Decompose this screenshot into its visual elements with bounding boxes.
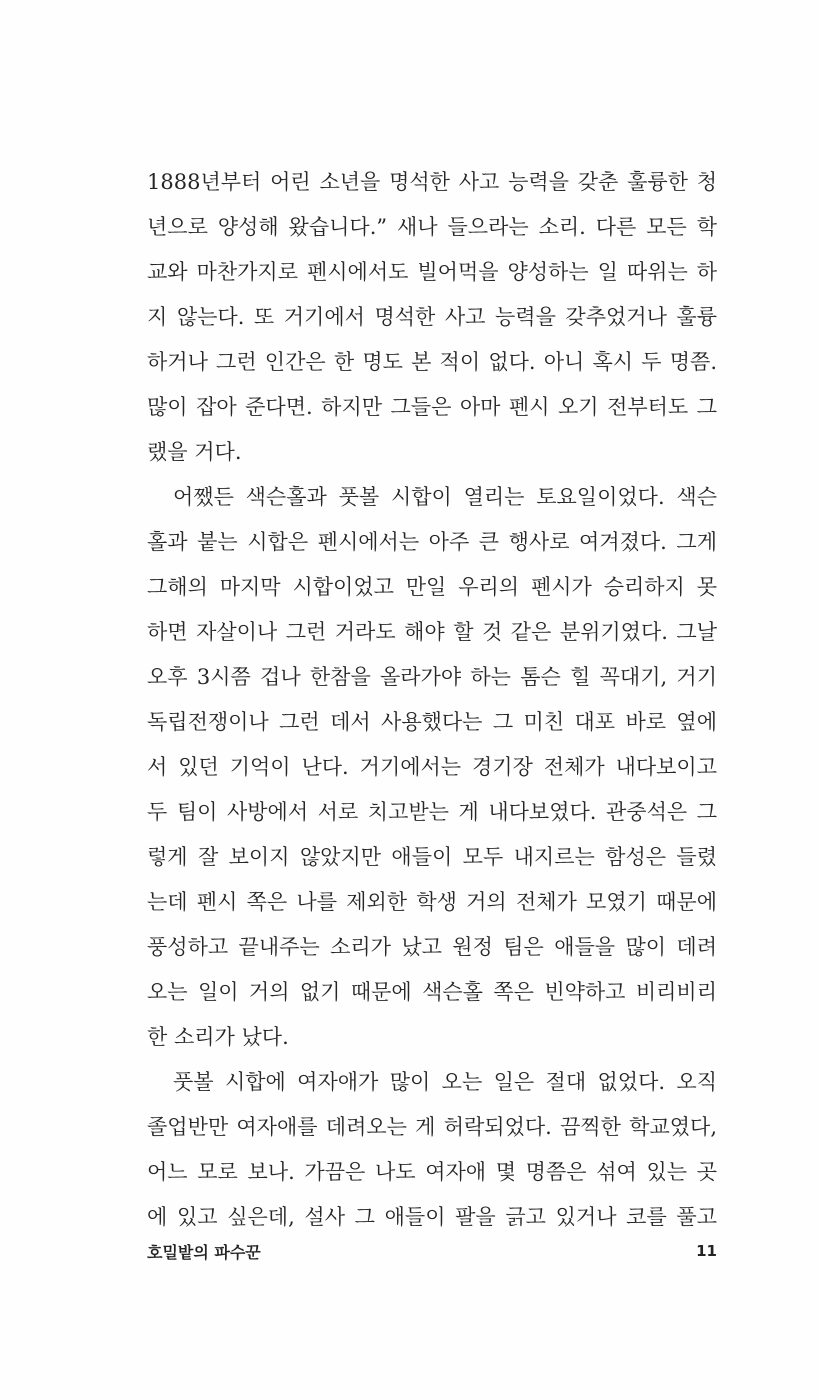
text-line-20: 한 소리가 났다.	[147, 1025, 289, 1049]
text-line-14: 서 있던 기억이 난다. 거기에서는 경기장 전체가 내다보이고	[147, 755, 717, 779]
text-line-11: 하면 자살이나 그런 거라도 해야 할 것 같은 분위기였다. 그날	[147, 620, 717, 644]
text-line-3: 교와 마찬가지로 펜시에서도 빌어먹을 양성하는 일 따위는 하	[147, 260, 717, 284]
footer-book-title: 호밀밭의 파수꾼	[147, 1242, 261, 1262]
text-line-15: 두 팀이 사방에서 서로 치고받는 게 내다보였다. 관중석은 그	[147, 800, 717, 824]
text-line-16: 렇게 잘 보이지 않았지만 애들이 모두 내지르는 함성은 들렸	[147, 845, 717, 869]
text-line-4: 지 않는다. 또 거기에서 명석한 사고 능력을 갖추었거나 훌륭	[147, 305, 717, 329]
text-line-2: 년으로 양성해 왔습니다.” 새나 들으라는 소리. 다른 모든 학	[147, 215, 717, 239]
text-line-24: 에 있고 싶은데, 설사 그 애들이 팔을 긁고 있거나 코를 풀고	[147, 1205, 717, 1229]
text-line-6: 많이 잡아 준다면. 하지만 그들은 아마 펜시 오기 전부터도 그	[147, 395, 717, 419]
text-line-18: 풍성하고 끝내주는 소리가 났고 원정 팀은 애들을 많이 데려	[147, 935, 717, 959]
body-text	[147, 160, 717, 1240]
footer-page-number: 11	[696, 1242, 717, 1260]
text-line-9: 홀과 붙는 시합은 펜시에서는 아주 큰 행사로 여겨졌다. 그게	[147, 530, 717, 554]
text-line-19: 오는 일이 거의 없기 때문에 색슨홀 쪽은 빈약하고 비리비리	[147, 980, 717, 1004]
text-line-12: 오후 3시쯤 겁나 한참을 올라가야 하는 톰슨 힐 꼭대기, 거기	[147, 665, 717, 689]
text-line-1: 1888년부터 어린 소년을 명석한 사고 능력을 갖춘 훌륭한 청	[147, 170, 717, 194]
page-footer	[147, 1238, 717, 1264]
text-line-5: 하거나 그런 인간은 한 명도 본 적이 없다. 아니 혹시 두 명쯤.	[147, 350, 717, 374]
text-line-8: 어쨌든 색슨홀과 풋볼 시합이 열리는 토요일이었다. 색슨	[173, 485, 717, 509]
text-line-17: 는데 펜시 쪽은 나를 제외한 학생 거의 전체가 모였기 때문에	[147, 890, 717, 914]
text-line-23: 어느 모로 보나. 가끔은 나도 여자애 몇 명쯤은 섞여 있는 곳	[147, 1160, 717, 1184]
text-line-22: 졸업반만 여자애를 데려오는 게 허락되었다. 끔찍한 학교였다,	[147, 1115, 717, 1139]
text-line-21: 풋볼 시합에 여자애가 많이 오는 일은 절대 없었다. 오직	[173, 1070, 717, 1094]
text-line-7: 랬을 거다.	[147, 440, 242, 464]
text-line-13: 독립전쟁이나 그런 데서 사용했다는 그 미친 대포 바로 옆에	[147, 710, 717, 734]
text-line-10: 그해의 마지막 시합이었고 만일 우리의 펜시가 승리하지 못	[147, 575, 717, 599]
